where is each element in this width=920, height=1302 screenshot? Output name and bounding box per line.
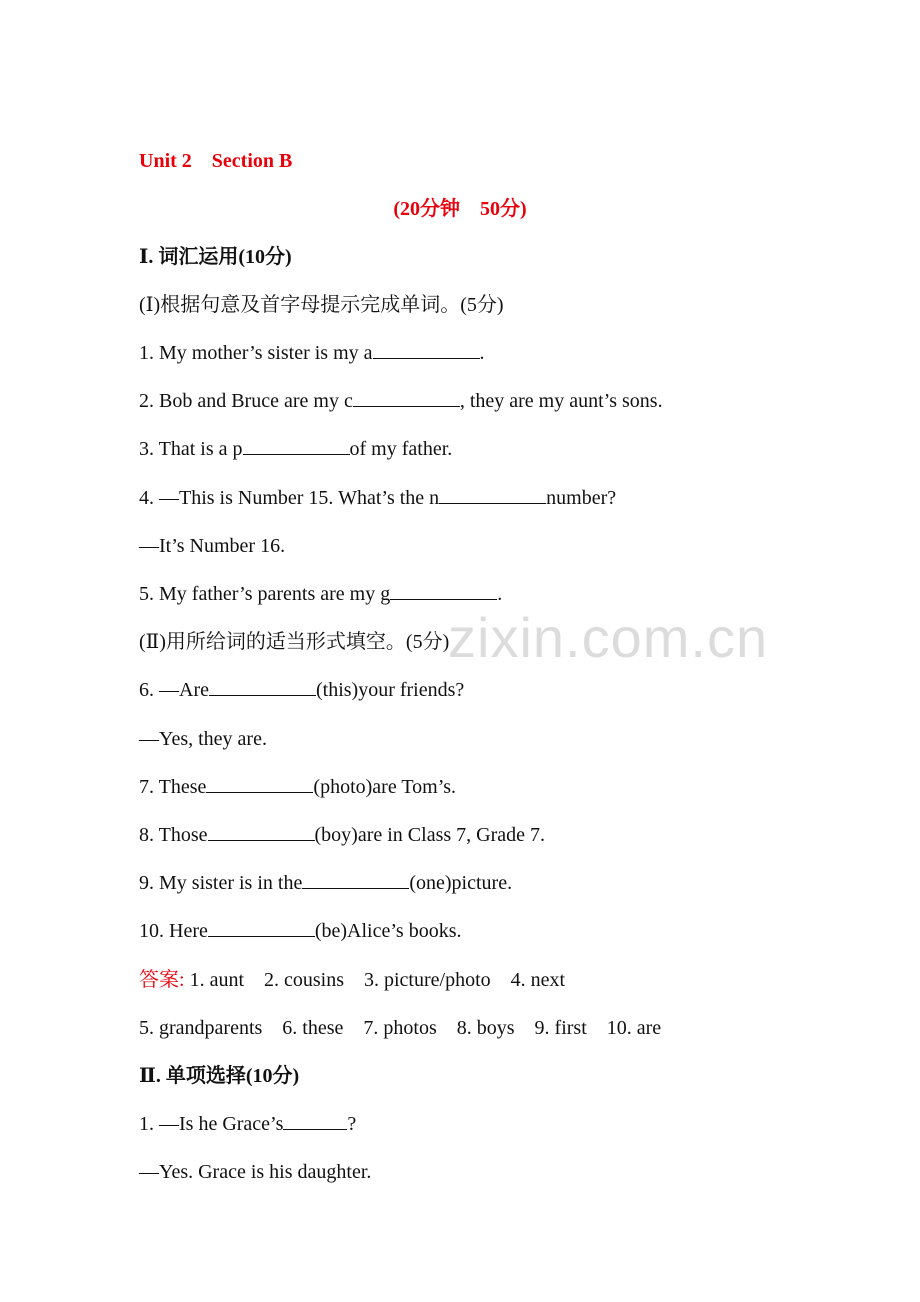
question-text: 6. —Are <box>139 679 209 701</box>
question-text: of my father. <box>349 438 453 460</box>
part1-sub2-instruction: (Ⅱ)用所给词的适当形式填空。(5分) <box>139 631 450 653</box>
question-10 <box>139 919 462 943</box>
time-score: (20分钟 50分) <box>393 198 527 220</box>
question-text: . <box>479 342 485 364</box>
answer-blank[interactable] <box>390 582 497 600</box>
question-text: (be)Alice’s books. <box>314 920 462 942</box>
answer-item: 9. first <box>534 1017 587 1039</box>
question-3 <box>139 437 452 461</box>
question-text: 10. Here <box>139 920 208 942</box>
question-text: (one)picture. <box>409 872 513 894</box>
question-8 <box>139 823 545 847</box>
answer-blank[interactable] <box>208 823 315 841</box>
question-2 <box>139 389 663 413</box>
answer-item: 7. photos <box>363 1017 437 1039</box>
question-text: . <box>497 583 503 605</box>
part2-question-1-reply: —Yes. Grace is his daughter. <box>139 1161 372 1183</box>
answer-item: 2. cousins <box>264 969 344 991</box>
answer-blank[interactable] <box>353 389 460 407</box>
question-text: 3. That is a p <box>139 438 243 460</box>
part1-heading: Ⅰ. 词汇运用(10分) <box>139 246 292 268</box>
answer-item: 3. picture/photo <box>364 969 491 991</box>
question-4 <box>139 486 616 510</box>
answer-blank[interactable] <box>439 486 546 504</box>
answer-blank[interactable] <box>206 775 313 793</box>
question-text: ? <box>347 1113 357 1135</box>
answer-item: 10. are <box>606 1017 662 1039</box>
question-6 <box>139 678 464 702</box>
part2-question-1 <box>139 1112 356 1136</box>
question-1 <box>139 341 485 365</box>
answer-blank[interactable] <box>208 919 315 937</box>
question-text: (photo)are Tom’s. <box>313 776 457 798</box>
answer-item: 1. aunt <box>189 969 244 991</box>
unit-title <box>139 149 292 173</box>
question-4-reply: —It’s Number 16. <box>139 535 286 557</box>
question-9 <box>139 871 512 895</box>
question-text: 1. My mother’s sister is my a <box>139 342 373 364</box>
question-5 <box>139 582 502 606</box>
answer-item: 8. boys <box>456 1017 515 1039</box>
question-text: 4. —This is Number 15. What’s the n <box>139 487 440 509</box>
answer-blank[interactable] <box>373 341 480 359</box>
answer-blank[interactable] <box>302 871 409 889</box>
answers-line-1 <box>139 968 565 992</box>
unit-label: Unit 2 <box>139 150 192 172</box>
question-text: (this)your friends? <box>315 679 465 701</box>
part1-sub1-instruction: (Ⅰ)根据句意及首字母提示完成单词。(5分) <box>139 294 504 316</box>
question-text: 9. My sister is in the <box>139 872 303 894</box>
answers-line-2 <box>139 1016 661 1040</box>
section-label: Section B <box>211 150 293 172</box>
answer-blank[interactable] <box>243 437 350 455</box>
question-text: 2. Bob and Bruce are my c <box>139 390 353 412</box>
watermark: zixin.com.cn <box>448 606 769 669</box>
answer-label: 答案: <box>139 969 185 991</box>
part2-heading: Ⅱ. 单项选择(10分) <box>139 1065 300 1087</box>
question-6-reply: —Yes, they are. <box>139 728 267 750</box>
answer-item: 5. grandparents <box>139 1017 263 1039</box>
question-7 <box>139 775 456 799</box>
answer-item: 4. next <box>510 969 566 991</box>
question-text: 1. —Is he Grace’s <box>139 1113 284 1135</box>
question-text: 7. These <box>139 776 207 798</box>
question-text: , they are my aunt’s sons. <box>459 390 663 412</box>
answer-item: 6. these <box>282 1017 344 1039</box>
question-text: 5. My father’s parents are my g <box>139 583 391 605</box>
question-text: 8. Those <box>139 824 208 846</box>
question-text: number? <box>546 487 617 509</box>
answer-blank[interactable] <box>283 1112 347 1130</box>
answer-blank[interactable] <box>209 678 316 696</box>
question-text: (boy)are in Class 7, Grade 7. <box>314 824 546 846</box>
